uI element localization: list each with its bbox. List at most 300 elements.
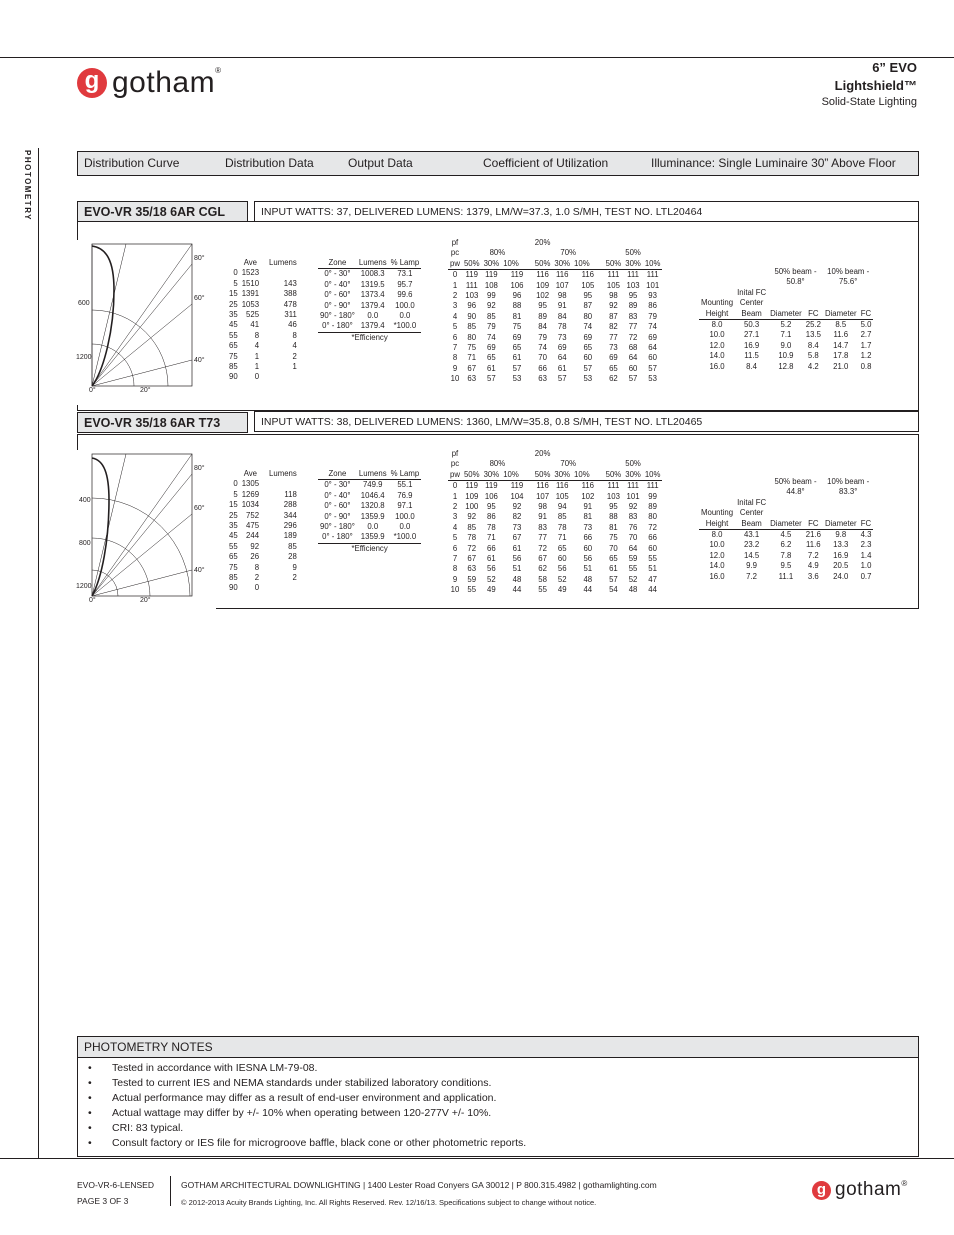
table-cell: 78 xyxy=(487,522,496,532)
table-row xyxy=(699,572,873,582)
col-header: Lumens xyxy=(269,469,297,478)
table-cell: 5 xyxy=(233,278,238,288)
table-cell: 99 xyxy=(487,291,496,301)
bullet: • xyxy=(88,1062,92,1074)
bottom-label: 0° xyxy=(89,387,96,394)
output-data xyxy=(318,469,421,554)
table-cell: 4 xyxy=(452,522,458,532)
table-cell: 73 xyxy=(512,522,522,532)
section-info: INPUT WATTS: 37, DELIVERED LUMENS: 1379, LM/W=37.3, 1.0 S/MH, TEST NO. LTL20464 xyxy=(254,201,919,222)
table-cell: 11.1 xyxy=(778,571,794,581)
note-text: Tested to current IES and NEMA standards under stabilized laboratory conditions. xyxy=(112,1077,492,1089)
note-text: Actual wattage may differ by +/- 10% when operating between 120-277V +/- 10%. xyxy=(112,1107,492,1119)
table-row xyxy=(448,291,662,301)
table-cell: 119 xyxy=(510,481,524,491)
table-cell: 77 xyxy=(628,322,638,332)
table-row xyxy=(699,351,873,361)
table-cell: 17.8 xyxy=(833,351,849,361)
table-row xyxy=(227,573,299,583)
table-cell: 60 xyxy=(557,554,567,564)
table-cell: 62 xyxy=(538,564,547,574)
table-cell: 0.0 xyxy=(399,311,411,321)
table-cell xyxy=(261,479,299,489)
table-row xyxy=(227,490,299,500)
table-cell: 111 xyxy=(607,270,620,280)
angle-label: 60° xyxy=(194,295,205,302)
table-cell: 55 xyxy=(538,585,547,595)
table-cell: 56 xyxy=(583,554,593,564)
table-row xyxy=(318,321,421,332)
notes-body xyxy=(77,1057,919,1157)
table-cell: 50.3 xyxy=(744,320,760,330)
table-cell: 95 xyxy=(487,502,496,512)
table-cell: 92 xyxy=(512,502,522,512)
table-row xyxy=(227,279,299,289)
illum-label: Diameter xyxy=(824,518,857,528)
table-cell: 46 xyxy=(288,320,297,330)
illum-label: Beam xyxy=(735,519,768,530)
cu-sub: 10% xyxy=(501,470,533,481)
table-row xyxy=(227,511,299,521)
table-cell: 72 xyxy=(648,522,657,532)
table-cell: 296 xyxy=(283,521,297,531)
table-cell: 752 xyxy=(246,510,260,520)
table-cell: 35 xyxy=(229,521,238,531)
table-cell: 7 xyxy=(452,343,458,353)
col-header: % Lamp xyxy=(390,469,420,478)
table-cell: 85 xyxy=(229,573,238,583)
table-row xyxy=(448,512,662,522)
table-row xyxy=(448,312,662,322)
table-cell: 0.7 xyxy=(860,571,872,581)
table-cell: 63 xyxy=(538,374,547,384)
table-cell: 8 xyxy=(254,562,260,572)
table-cell: 14.0 xyxy=(709,561,725,571)
table-cell: 5.8 xyxy=(807,351,819,361)
table-cell: 82 xyxy=(512,512,522,522)
table-cell: 79 xyxy=(648,311,657,321)
table-cell: 3.6 xyxy=(807,571,819,581)
table-row xyxy=(699,330,873,340)
table-row xyxy=(227,372,299,382)
cu-sub: 30% xyxy=(483,469,500,479)
table-cell: 3 xyxy=(452,512,458,522)
table-cell: 16.0 xyxy=(709,571,725,581)
notes-list xyxy=(78,1061,918,1151)
table-cell: 61 xyxy=(487,363,496,373)
illum-label: FC xyxy=(859,309,874,320)
table-cell: 118 xyxy=(284,489,297,499)
table-cell: 8 xyxy=(254,330,260,340)
table-cell: 64 xyxy=(628,353,638,363)
table-row xyxy=(227,563,299,573)
product-line1: 6” EVO xyxy=(872,60,917,75)
table-cell: 60 xyxy=(648,353,657,363)
table-cell: 0 xyxy=(233,268,238,278)
table-cell: 189 xyxy=(283,531,297,541)
table-cell: 57 xyxy=(628,374,638,384)
table-cell: 119 xyxy=(510,270,524,280)
table-cell: 1359.9 xyxy=(360,511,385,521)
illum-label: Center xyxy=(739,508,764,518)
note-text: Actual performance may differ as a result of end-user environment and application. xyxy=(112,1092,497,1104)
distribution-curve-svg xyxy=(76,450,216,610)
table-cell: 4 xyxy=(452,311,458,321)
table-cell: 57 xyxy=(557,374,567,384)
table-cell: 2.7 xyxy=(860,330,872,340)
table-cell: 73 xyxy=(583,522,593,532)
table-cell: 107 xyxy=(536,491,550,501)
table-cell: 21.6 xyxy=(805,530,821,540)
table-cell: 0 xyxy=(254,583,260,593)
table-cell: 44 xyxy=(648,585,657,595)
table-cell: 101 xyxy=(646,280,660,290)
cu-sub: 30% xyxy=(554,469,571,479)
product-line3: Solid-State Lighting xyxy=(821,96,917,108)
table-row xyxy=(448,270,662,281)
angle-label: 60° xyxy=(194,505,205,512)
table-cell: 21.0 xyxy=(833,361,849,371)
table-cell: 55.1 xyxy=(397,480,413,490)
table-cell: 79 xyxy=(538,332,547,342)
table-cell: 55 xyxy=(229,541,238,551)
table-cell: 61 xyxy=(512,353,522,363)
table-cell: 25 xyxy=(229,510,238,520)
table-cell: 78 xyxy=(557,522,567,532)
table-row xyxy=(227,552,299,562)
table-cell: 80 xyxy=(648,512,657,522)
table-cell: 69 xyxy=(648,332,657,342)
section-info: INPUT WATTS: 38, DELIVERED LUMENS: 1360, LM/W=35.8, 0.8 S/MH, TEST NO. LTL20465 xyxy=(254,411,919,432)
table-cell: 105 xyxy=(606,280,620,290)
table-cell: 4.2 xyxy=(807,361,819,371)
cu-label: pc xyxy=(450,248,460,258)
table-cell: 75 xyxy=(467,343,477,353)
table-cell: 90 xyxy=(229,583,238,593)
brand-logo xyxy=(77,66,221,100)
table-row xyxy=(318,501,421,511)
table-cell: 0° - 180° xyxy=(318,532,357,543)
table-cell: 0° - 30° xyxy=(324,269,351,279)
table-cell: 1319.5 xyxy=(360,279,385,289)
table-row xyxy=(227,583,299,593)
table-cell xyxy=(261,268,299,278)
table-cell: 7.2 xyxy=(807,550,819,560)
table-cell: 90 xyxy=(467,311,477,321)
table-row xyxy=(227,352,299,362)
table-row xyxy=(448,554,662,564)
note-text: Consult factory or IES file for microgroove baffle, black cone or other photometric reports. xyxy=(112,1137,527,1149)
table-cell: 8.0 xyxy=(711,530,723,540)
bullet: • xyxy=(88,1122,92,1134)
bullet: • xyxy=(88,1137,92,1149)
table-row xyxy=(318,269,421,280)
cu-table xyxy=(448,238,662,385)
table-cell: 65 xyxy=(229,341,238,351)
table-cell: 91 xyxy=(583,502,593,512)
output-data xyxy=(318,258,421,343)
table-cell: 14.5 xyxy=(744,550,760,560)
table-cell: 4.9 xyxy=(807,561,819,571)
tab-distribution-curve: Distribution Curve xyxy=(84,156,180,170)
table-cell: 106 xyxy=(510,280,524,290)
col-header: Lumens xyxy=(269,258,297,267)
notes-title: PHOTOMETRY NOTES xyxy=(77,1036,919,1058)
table-cell: 7.8 xyxy=(780,550,792,560)
table-row xyxy=(318,311,421,321)
table-row xyxy=(448,564,662,574)
table-cell: 14.7 xyxy=(833,340,849,350)
table-cell: 99.6 xyxy=(397,290,413,300)
radial-label: 600 xyxy=(78,300,90,307)
illum-label: 50% beam - xyxy=(774,477,817,486)
cu-data xyxy=(448,238,662,385)
table-cell: 57 xyxy=(487,374,496,384)
table-cell: 86 xyxy=(648,301,657,311)
table-cell: 55 xyxy=(628,564,638,574)
table-cell: 55 xyxy=(229,330,238,340)
table-cell: 0° - 30° xyxy=(324,480,351,490)
table-cell: 52 xyxy=(487,574,496,584)
cu-sub: 50% xyxy=(605,469,622,479)
table-row xyxy=(318,512,421,522)
table-cell: 76 xyxy=(628,522,638,532)
table-cell: 75 xyxy=(229,351,238,361)
table-cell: 80 xyxy=(467,332,477,342)
cu-group: 70% xyxy=(560,459,577,469)
table-cell: 95 xyxy=(583,291,593,301)
table-cell: 111 xyxy=(627,481,639,491)
table-cell: 101 xyxy=(626,491,640,501)
table-cell: 98 xyxy=(538,502,547,512)
table-cell: 1.0 xyxy=(860,561,872,571)
table-cell: 103 xyxy=(606,491,620,501)
table-row xyxy=(227,331,299,341)
table-cell: 5 xyxy=(452,322,458,332)
table-cell: 116 xyxy=(555,481,569,491)
table-cell: 2 xyxy=(254,573,260,583)
gotham-logo-icon: g xyxy=(812,1181,831,1200)
table-cell: 1053 xyxy=(241,299,260,309)
table-cell: 48 xyxy=(628,585,638,595)
table-cell: 475 xyxy=(246,521,260,531)
table-cell: 71 xyxy=(467,353,477,363)
table-cell: 60 xyxy=(583,543,593,553)
table-cell: 1391 xyxy=(241,289,260,299)
angle-label: 80° xyxy=(194,255,205,262)
table-cell: 1305 xyxy=(241,479,260,489)
note-item xyxy=(78,1091,918,1106)
table-cell: 1 xyxy=(452,491,458,501)
table-cell: 311 xyxy=(284,310,297,320)
table-row xyxy=(227,310,299,320)
table-row xyxy=(448,523,662,533)
table-cell: 85 xyxy=(229,362,238,372)
table-cell: 79 xyxy=(487,322,496,332)
table-cell: 119 xyxy=(485,481,498,491)
table-cell: 45 xyxy=(229,320,238,330)
table-cell: 1 xyxy=(292,362,297,372)
table-cell: 27.1 xyxy=(744,330,760,340)
table-row xyxy=(448,343,662,353)
table-cell: 89 xyxy=(628,301,638,311)
cu-sub: 30% xyxy=(554,258,571,268)
table-cell: 103 xyxy=(626,280,640,290)
table-cell: 64 xyxy=(648,343,657,353)
table-cell: 16.9 xyxy=(744,340,760,350)
table-cell: 6 xyxy=(452,332,458,342)
table-cell: 90° - 180° xyxy=(320,311,355,321)
table-cell: 2 xyxy=(452,291,458,301)
cu-sub: 30% xyxy=(625,469,641,479)
table-row xyxy=(699,540,873,550)
table-cell: 83 xyxy=(628,311,638,321)
table-cell: 108 xyxy=(484,280,498,290)
table-cell: 93 xyxy=(648,291,657,301)
table-row xyxy=(318,290,421,300)
table-cell: 65 xyxy=(487,353,496,363)
table-cell: 82 xyxy=(609,322,618,332)
table-row xyxy=(448,281,662,291)
table-cell: 69 xyxy=(609,353,618,363)
table-cell: 89 xyxy=(648,502,657,512)
table-cell: 75 xyxy=(609,533,618,543)
table-cell: 52 xyxy=(557,574,567,584)
table-row xyxy=(227,542,299,552)
table-row xyxy=(448,364,662,374)
table-cell: 41 xyxy=(250,320,260,330)
note-item xyxy=(78,1121,918,1136)
brand-name: gotham xyxy=(835,1179,902,1200)
cu-sub: 10% xyxy=(644,469,661,479)
table-cell: 15 xyxy=(229,289,238,299)
table-cell: 15 xyxy=(229,500,238,510)
table-row xyxy=(448,374,662,384)
table-row xyxy=(227,500,299,510)
table-cell: 95 xyxy=(628,291,638,301)
table-cell: 74 xyxy=(583,322,593,332)
table-cell: 63 xyxy=(467,374,477,384)
cu-group: 80% xyxy=(489,248,506,258)
table-cell: 70 xyxy=(609,543,618,553)
note-item xyxy=(78,1076,918,1091)
table-cell: 65 xyxy=(583,343,593,353)
table-cell: 89 xyxy=(538,311,547,321)
table-cell: 61 xyxy=(609,564,618,574)
distribution-curve-svg xyxy=(76,240,216,400)
bullet: • xyxy=(88,1092,92,1104)
table-cell: 11.6 xyxy=(833,330,849,340)
table-cell: 4 xyxy=(254,341,260,351)
cu-data xyxy=(448,449,662,596)
table-cell: 11.5 xyxy=(744,351,759,361)
table-row xyxy=(318,280,421,290)
table-cell: 64 xyxy=(628,543,638,553)
table-cell: 116 xyxy=(536,481,549,491)
table-cell: 73 xyxy=(557,332,567,342)
illum-label: FC xyxy=(804,519,823,530)
table-cell: 48 xyxy=(583,574,593,584)
table-cell: 100.0 xyxy=(395,300,415,310)
table-cell: 26 xyxy=(250,552,260,562)
table-cell: 8 xyxy=(452,353,458,363)
table-cell: 90 xyxy=(229,372,238,382)
table-cell: 0° - 180° xyxy=(318,321,357,332)
illum-label: 83.3° xyxy=(839,487,858,497)
table-cell: 111 xyxy=(646,481,659,491)
cu-sub: 50% xyxy=(463,469,480,479)
cu-label: pf xyxy=(451,238,459,247)
note-text: Tested in accordance with IESNA LM-79-08. xyxy=(112,1062,318,1074)
note-item xyxy=(78,1106,918,1121)
table-cell: 85 xyxy=(557,512,567,522)
table-cell: 72 xyxy=(628,332,638,342)
table-cell: 63 xyxy=(467,564,477,574)
illum-label: 44.8° xyxy=(786,487,805,497)
illum-label: Diameter xyxy=(770,518,802,528)
illum-label: Diameter xyxy=(770,308,802,318)
illum-label: Inital FC xyxy=(737,287,767,297)
illum-label: Center xyxy=(739,298,764,308)
table-cell: 51 xyxy=(648,564,657,574)
table-row xyxy=(448,481,662,492)
tab-coefficient-of-utilization: Coefficient of Utilization xyxy=(483,156,609,170)
table-cell: 8.0 xyxy=(711,320,723,330)
radial-label: 400 xyxy=(79,497,91,504)
table-cell: 244 xyxy=(246,531,260,541)
table-cell: 9.9 xyxy=(746,561,758,571)
table-row xyxy=(699,362,873,372)
table-cell: 98 xyxy=(557,291,567,301)
table-cell: 1.7 xyxy=(860,340,872,350)
cu-group: 80% xyxy=(489,459,506,469)
table-cell: 85 xyxy=(467,322,477,332)
table-cell: 77 xyxy=(609,332,618,342)
table-row xyxy=(699,551,873,561)
table-cell: 65 xyxy=(557,543,567,553)
illum-label: 50% beam - xyxy=(774,267,817,276)
table-cell: 48 xyxy=(512,574,522,584)
table-cell: 8.4 xyxy=(746,361,758,371)
table-cell: 54 xyxy=(609,585,618,595)
table-row xyxy=(227,362,299,372)
table-row xyxy=(448,544,662,554)
table-cell: 44 xyxy=(512,585,522,595)
table-cell: 71 xyxy=(487,533,496,543)
table-cell: 0° - 60° xyxy=(324,290,351,300)
table-cell: 7.1 xyxy=(780,330,792,340)
table-row xyxy=(448,322,662,332)
illum-label: 10% beam - xyxy=(827,267,870,276)
table-cell: 75 xyxy=(229,562,238,572)
radial-label: 1200 xyxy=(76,583,92,590)
footer-address-block xyxy=(181,1177,657,1211)
table-cell: 119 xyxy=(465,270,478,280)
table-cell: 0.8 xyxy=(860,361,872,371)
table-cell: 59 xyxy=(628,554,638,564)
table-cell: 111 xyxy=(627,270,639,280)
cu-table xyxy=(448,449,662,596)
table-cell: 56 xyxy=(512,554,522,564)
illum-label: Height xyxy=(699,309,735,320)
bottom-label: 20° xyxy=(140,387,151,394)
table-cell: 65 xyxy=(609,363,618,373)
table-cell: 51 xyxy=(512,564,522,574)
col-header: Lumens xyxy=(358,469,387,478)
table-row xyxy=(227,521,299,531)
illum-label: FC xyxy=(804,309,823,320)
table-cell: 24.0 xyxy=(833,571,849,581)
